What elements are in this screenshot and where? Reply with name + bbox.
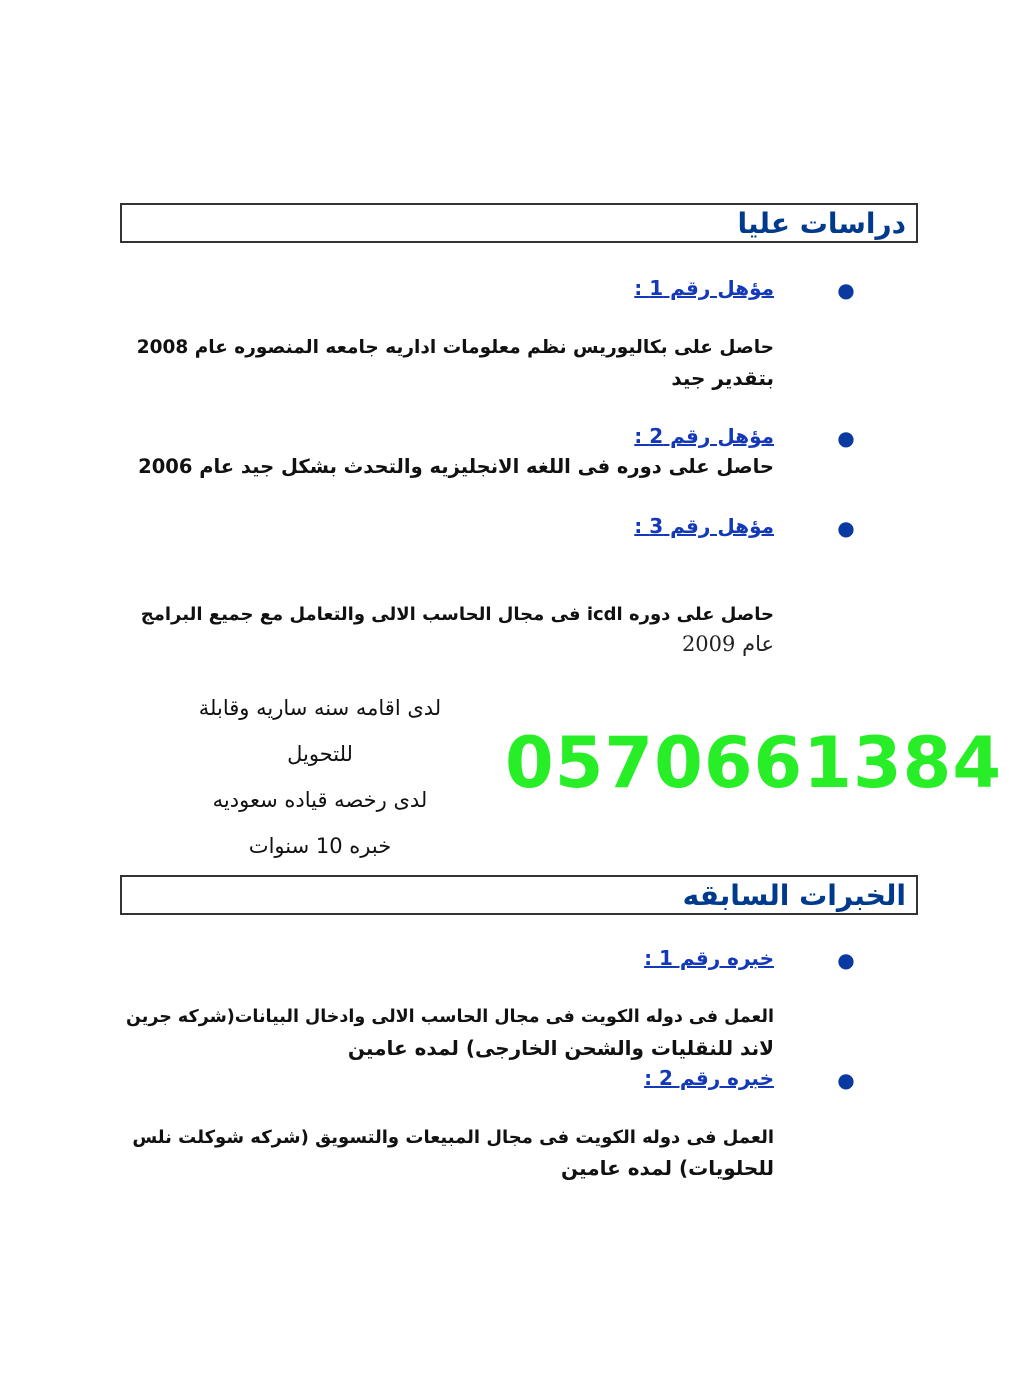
qualification-2-label: مؤهل رقم 2 :: [634, 424, 774, 448]
experience-2-line1: العمل فى دوله الكويت فى مجال المبيعات والتسويق (شركه شوكلت نلس: [132, 1127, 774, 1148]
bullet-icon: ●: [837, 1068, 855, 1092]
bullet-icon: ●: [837, 948, 855, 972]
experience-1-label: خبره رقم 1 :: [644, 946, 774, 970]
qualification-3-line1: حاصل على دوره icdl فى مجال الحاسب الالى والتعامل مع جميع البرامج: [140, 604, 774, 625]
qualification-2-heading: [560, 424, 860, 452]
experience-2-heading: [560, 1066, 860, 1094]
experience-1-line2: لاند للنقليات والشحن الخارجى) لمده عامين: [347, 1036, 774, 1060]
experience-2-line2: للحلويات) لمده عامين: [561, 1156, 774, 1180]
experience-1-line1: العمل فى دوله الكويت فى مجال الحاسب الالى وادخال البيانات(شركه جرين: [126, 1007, 774, 1027]
bullet-icon: ●: [837, 278, 855, 302]
experience-1-heading: [560, 946, 860, 974]
studies-header: [120, 203, 918, 243]
qualification-1-line2: بتقدير جيد: [671, 366, 774, 390]
experience-2-label: خبره رقم 2 :: [644, 1066, 774, 1090]
qualification-2-line1: حاصل على دوره فى اللغه الانجليزيه والتحدث بشكل جيد عام 2006: [138, 455, 774, 478]
experience-header: [120, 875, 918, 915]
note-experience-years: خبره 10 سنوات: [248, 834, 392, 858]
note-transfer: للتحويل: [287, 742, 353, 766]
qualification-1-line1: حاصل على بكاليوريس نظم معلومات اداريه جامعه المنصوره عام 2008: [136, 337, 774, 358]
bullet-icon: ●: [837, 516, 855, 540]
qualification-3-heading: [560, 514, 860, 542]
bullet-icon: ●: [837, 426, 855, 450]
qualification-3-label: مؤهل رقم 3 :: [634, 514, 774, 538]
qualification-1-heading: [560, 276, 860, 304]
note-residence: لدى اقامه سنه ساريه وقابلة: [198, 696, 442, 720]
studies-title: دراسات عليا: [737, 207, 906, 240]
qualification-3-line2: عام 2009: [681, 632, 774, 656]
experience-title: الخبرات السابقه: [682, 879, 906, 912]
note-license: لدى رخصه قياده سعوديه: [212, 788, 428, 812]
qualification-1-label: مؤهل رقم 1 :: [634, 276, 774, 300]
phone-number: 0570661384: [505, 722, 1003, 804]
